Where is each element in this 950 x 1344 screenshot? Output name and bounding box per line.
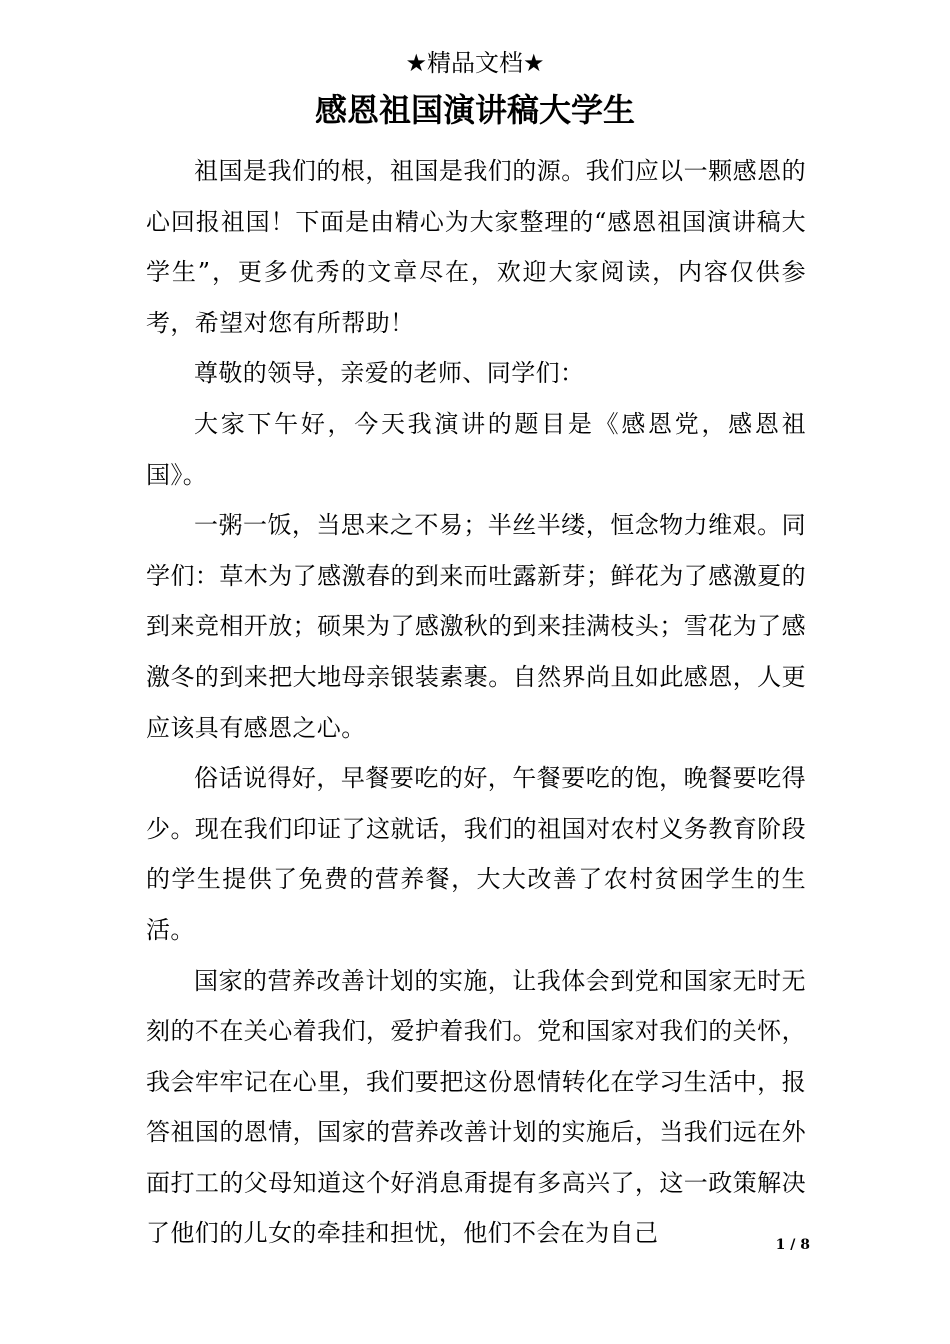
paragraph-gratitude-nature: 一粥一饭，当思来之不易；半丝半缕，恒念物力维艰。同学们：草木为了感激春的到来而吐露新芽；鲜花为了感激夏的到来竞相开放；硕果为了感激秋的到来挂满枝头；雪花为了感激冬的到来把大地母亲银装素裹。自然界尚且如此感恩，人更应该具有感恩之心。 [146,511,806,742]
document-title: 感恩祖国演讲稿大学生 [314,91,635,129]
paragraph-greeting: 大家下午好，今天我演讲的题目是《感恩党，感恩祖国》。 [146,409,806,489]
page-number: 1 / 8 [775,1237,810,1253]
paragraph-intro: 祖国是我们的根，祖国是我们的源。我们应以一颗感恩的心回报祖国！下面是由精心为大家整理的“感恩祖国演讲稿大学生”，更多优秀的文章尽在，欢迎大家阅读，内容仅供参考，希望对您有所帮助！ [146,157,806,337]
document-body [146,146,806,1259]
paragraph-nutrition-plan: 国家的营养改善计划的实施，让我体会到党和国家无时无刻的不在关心着我们，爱护着我们。党和国家对我们的关怀，我会牢牢记在心里，我们要把这份恩情转化在学习生活中，报答祖国的恩情，国家的营养改善计划的实施后，当我们远在外面打工的父母知道这个好消息甭提有多高兴了，这一政策解决了他们的儿女的牵挂和担忧，他们不会在为自己 [146,966,806,1248]
page-header: ★精品文档★ [405,49,545,77]
paragraph-salutation: 尊敬的领导，亲爱的老师、同学们： [194,359,585,388]
paragraph-meals: 俗话说得好，早餐要吃的好，午餐要吃的饱，晚餐要吃得少。现在我们印证了这就话，我们的祖国对农村义务教育阶段的学生提供了免费的营养餐，大大改善了农村贫困学生的生活。 [146,764,806,944]
